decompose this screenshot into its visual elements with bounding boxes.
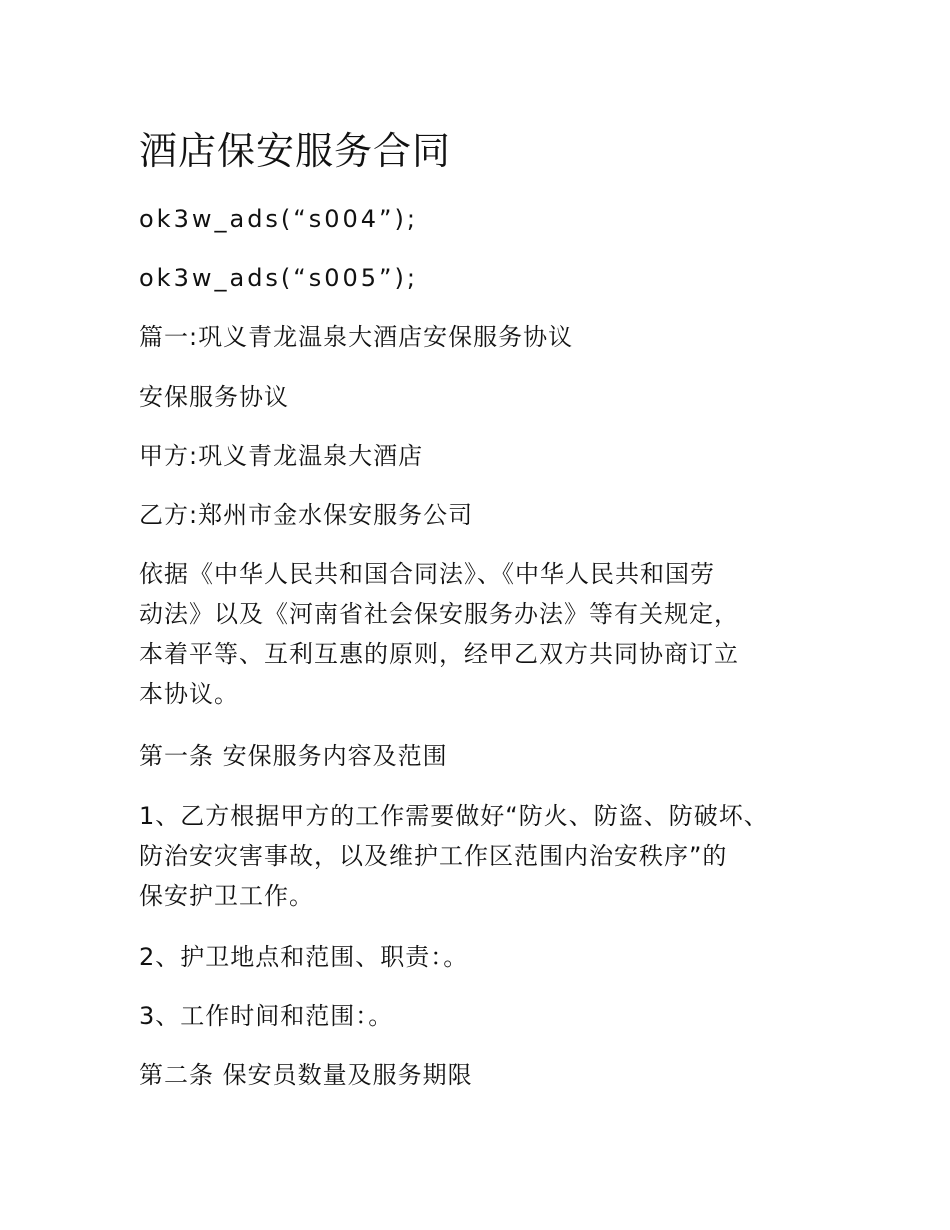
article1-item3: 3、工作时间和范围：。 (139, 1002, 394, 1030)
preamble-line: 依据《中华人民共和国合同法》、《中华人民共和国劳 (139, 560, 715, 588)
document-title: 酒店保安服务合同 (139, 129, 452, 173)
code-line-1: ok3w_ads(“s004”); (139, 205, 418, 233)
agreement-title: 安保服务协议 (139, 383, 289, 411)
party-b: 乙方:郑州市金水保安服务公司 (139, 501, 474, 529)
article2-heading: 第二条 保安员数量及服务期限 (139, 1061, 473, 1089)
preamble-line: 动法》以及《河南省社会保安服务办法》等有关规定， (139, 600, 739, 628)
preamble-line: 本着平等、互利互惠的原则，经甲乙双方共同协商订立 (139, 640, 739, 668)
preamble-paragraph (139, 554, 739, 714)
chapter-heading: 篇一:巩义青龙温泉大酒店安保服务协议 (139, 323, 574, 351)
article1-item1-line: 防治安灾害事故，以及维护工作区范围内治安秩序”的 (139, 842, 728, 870)
party-a: 甲方:巩义青龙温泉大酒店 (139, 442, 424, 470)
article1-item2: 2、护卫地点和范围、职责：。 (139, 943, 469, 971)
article1-heading: 第一条 安保服务内容及范围 (139, 742, 448, 770)
preamble-line: 本协议。 (139, 680, 239, 708)
article1-item1-line: 1、乙方根据甲方的工作需要做好“防火、防盗、防破坏、 (139, 802, 769, 830)
code-line-2: ok3w_ads(“s005”); (139, 264, 418, 292)
article1-item1-line: 保安护卫工作。 (139, 882, 314, 910)
article1-item1-paragraph (139, 796, 769, 916)
